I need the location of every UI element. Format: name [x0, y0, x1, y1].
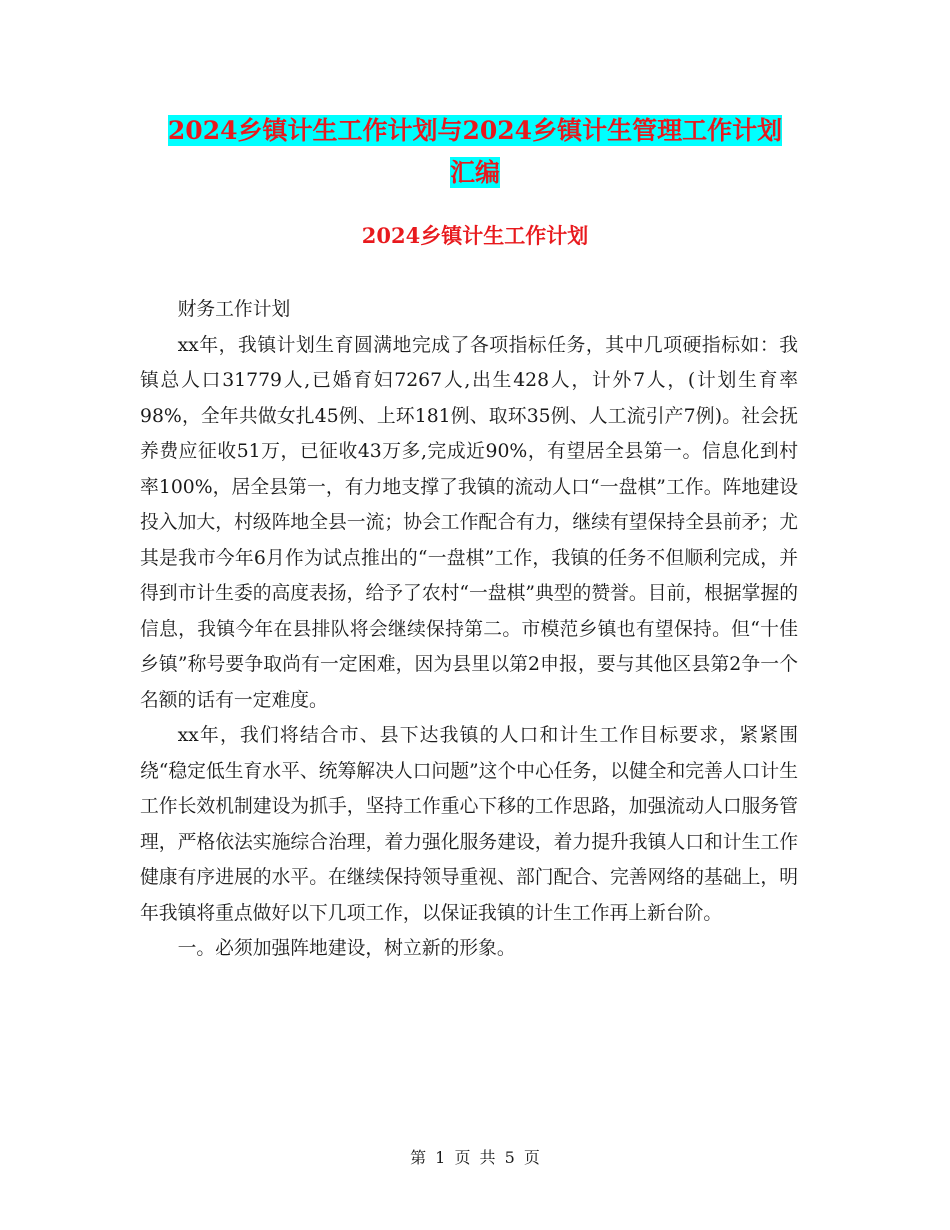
- document-body: [140, 292, 798, 967]
- title-line-2: 汇编: [449, 158, 500, 187]
- paragraph: xx年，我们将结合市、县下达我镇的人口和计生工作目标要求，紧紧围绕“稳定低生育水平、统筹解决人口问题”这个中心任务，以健全和完善人口计生工作长效机制建设为抓手，坚持工作重心下移的工作思路，加强流动人口服务管理，严格依法实施综合治理，着力强化服务建设，着力提升我镇人口和计生工作健康有序进展的水平。在继续保持领导重视、部门配合、完善网络的基础上，明年我镇将重点做好以下几项工作，以保证我镇的计生工作再上新台阶。: [140, 725, 798, 924]
- page-footer: 第 1 页 共 5 页: [410, 1148, 540, 1167]
- paragraph-heading: 财务工作计划: [177, 299, 291, 320]
- paragraph: 一。必须加强阵地建设，树立新的形象。: [177, 938, 516, 959]
- document-title: [140, 110, 810, 194]
- paragraph: xx年，我镇计划生育圆满地完成了各项指标任务，其中几项硬指标如：我镇总人口31779人,已婚育妇7267人,出生428人，计外7人，(计划生育率98%，全年共做女扎45例、上环181例、取环35例、人工流引产7例)。社会抚养费应征收51万，已征收43万多,完成近90%，有望居全县第一。信息化到村率100%，居全县第一，有力地支撑了我镇的流动人口“一盘棋”工作。阵地建设投入加大，村级阵地全县一流；协会工作配合有力，继续有望保持全县前矛；尤其是我市今年6月作为试点推出的“一盘棋”工作，我镇的任务不但顺利完成，并得到市计生委的高度表扬，给予了农村“一盘棋”典型的赞誉。目前，根据掌握的信息，我镇今年在县排队将会继续保持第二。市模范乡镇也有望保持。但“十佳乡镇”称号要争取尚有一定困难，因为县里以第2申报，要与其他区县第2争一个名额的话有一定难度。: [140, 334, 798, 711]
- section-title: 2024乡镇计生工作计划: [361, 223, 589, 248]
- title-line-1: 2024乡镇计生工作计划与2024乡镇计生管理工作计划: [167, 116, 783, 145]
